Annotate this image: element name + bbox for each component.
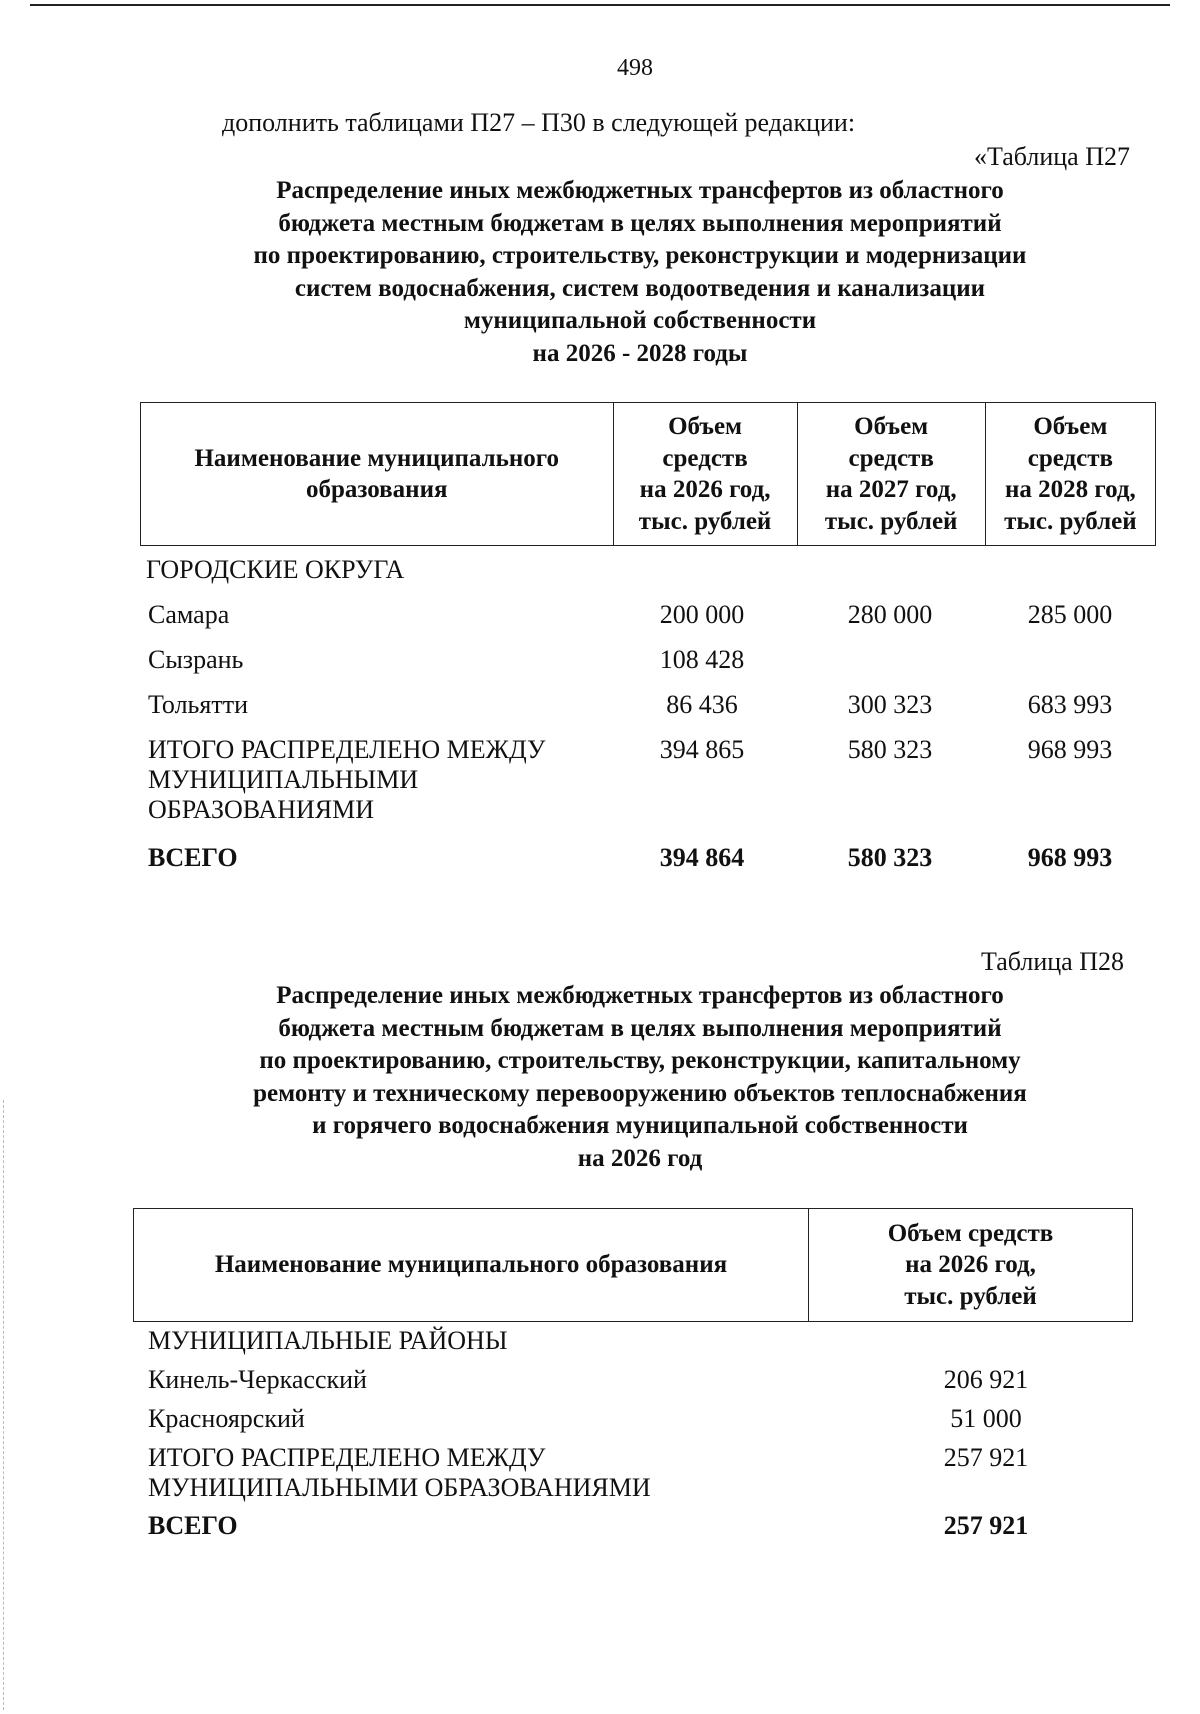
page-left-edge	[3, 1100, 4, 1710]
title-line: систем водоснабжения, систем водоотведения и канализации	[294, 274, 986, 302]
title-line: муниципальной собственности	[463, 307, 817, 334]
value-2027: 580 323	[847, 735, 933, 764]
header-line: Объем	[854, 413, 929, 440]
value-2026: 86 436	[666, 690, 738, 719]
header-line: Наименование муниципального	[194, 444, 560, 472]
page-top-border	[30, 4, 1170, 6]
header-line: тыс. рублей	[1004, 507, 1137, 535]
header-line: на 2028 год,	[1004, 476, 1136, 503]
header-line: средств	[662, 444, 748, 472]
header-name: Наименование муниципального образования	[134, 1209, 809, 1322]
itogo-name	[148, 1443, 651, 1503]
value-2026: 257 921	[943, 1443, 1029, 1472]
header-name	[141, 403, 614, 546]
value-2026: 108 428	[659, 645, 745, 674]
title-line: на 2026 год	[577, 1144, 703, 1172]
table27-header	[140, 402, 1156, 546]
title-line: бюджета местным бюджетам в целях выполнения мероприятий	[278, 209, 1002, 237]
table28-label: Таблица П28	[981, 947, 1124, 976]
intro-text: дополнить таблицами П27 – П30 в следующей редакции:	[222, 108, 856, 137]
header-line: на 2026 год,	[639, 476, 771, 503]
value-2027: 300 323	[847, 690, 933, 719]
section-label: ГОРОДСКИЕ ОКРУГА	[146, 555, 405, 584]
value-2026: 200 000	[659, 600, 745, 629]
header-line: Объем средств	[887, 1219, 1054, 1247]
vsego-name: ВСЕГО	[148, 1511, 238, 1540]
section-label: МУНИЦИПАЛЬНЫЕ РАЙОНЫ	[148, 1326, 508, 1355]
header-line: на 2026 год,	[905, 1251, 1036, 1279]
header-2027	[797, 403, 985, 546]
value-2028: 285 000	[1027, 600, 1113, 629]
header-line: средств	[1027, 444, 1114, 472]
header-2026	[613, 403, 797, 546]
row-name: Сызрань	[148, 645, 244, 674]
title-line: ремонту и техническому перевооружению объектов теплоснабжения	[253, 1079, 1027, 1107]
row-name: Красноярский	[148, 1404, 305, 1433]
value-2026: 257 921	[943, 1511, 1029, 1540]
header-2028	[985, 403, 1155, 546]
page-number: 498	[617, 55, 653, 81]
title-line: и горячего водоснабжения муниципальной собственности	[312, 1112, 968, 1139]
row-name: Тольятти	[148, 690, 249, 719]
value-2027: 580 323	[847, 843, 933, 872]
header-line: Объем	[668, 413, 743, 440]
itogo-name	[148, 735, 545, 825]
title-line: бюджета местным бюджетам в целях выполнения мероприятий	[278, 1014, 1002, 1042]
header-line: образования	[305, 476, 448, 503]
itogo-line: ОБРАЗОВАНИЯМИ	[148, 795, 375, 824]
row-name: Кинель-Черкасский	[148, 1365, 367, 1394]
value-2028: 683 993	[1027, 690, 1113, 719]
itogo-line: МУНИЦИПАЛЬНЫМИ	[148, 765, 419, 794]
table28-header	[133, 1208, 1133, 1322]
value-2026: 394 864	[659, 843, 745, 872]
header-line: средств	[848, 444, 934, 472]
title-line: Распределение иных межбюджетных трансфертов из областного	[276, 177, 1004, 204]
header-line: тыс. рублей	[638, 507, 772, 535]
header-line: на 2027 год,	[825, 476, 957, 503]
title-line: Распределение иных межбюджетных трансфертов из областного	[276, 982, 1004, 1009]
value-2028: 968 993	[1027, 843, 1113, 872]
header-2026	[808, 1209, 1132, 1322]
value-2026: 206 921	[943, 1365, 1029, 1394]
value-2026: 51 000	[950, 1404, 1022, 1433]
itogo-line: ИТОГО РАСПРЕДЕЛЕНО МЕЖДУ	[148, 1443, 546, 1472]
table28-title	[150, 980, 1130, 1175]
value-2028: 968 993	[1027, 735, 1113, 764]
header-line: тыс. рублей	[824, 507, 958, 535]
table27-label: «Таблица П27	[974, 142, 1130, 171]
value-2027: 280 000	[847, 600, 933, 629]
title-line: на 2026 - 2028 годы	[532, 339, 748, 367]
title-line: по проектированию, строительству, реконструкции и модернизации	[253, 242, 1027, 269]
vsego-name: ВСЕГО	[148, 843, 238, 872]
value-2026: 394 865	[659, 735, 745, 764]
table27-title	[150, 175, 1130, 370]
itogo-line: ИТОГО РАСПРЕДЕЛЕНО МЕЖДУ	[148, 735, 546, 764]
row-name: Самара	[148, 600, 230, 629]
title-line: по проектированию, строительству, реконструкции, капитальному	[259, 1047, 1021, 1074]
header-line: Объем	[1033, 413, 1108, 440]
itogo-line: МУНИЦИПАЛЬНЫМИ ОБРАЗОВАНИЯМИ	[148, 1473, 651, 1502]
header-line: тыс. рублей	[904, 1282, 1037, 1310]
